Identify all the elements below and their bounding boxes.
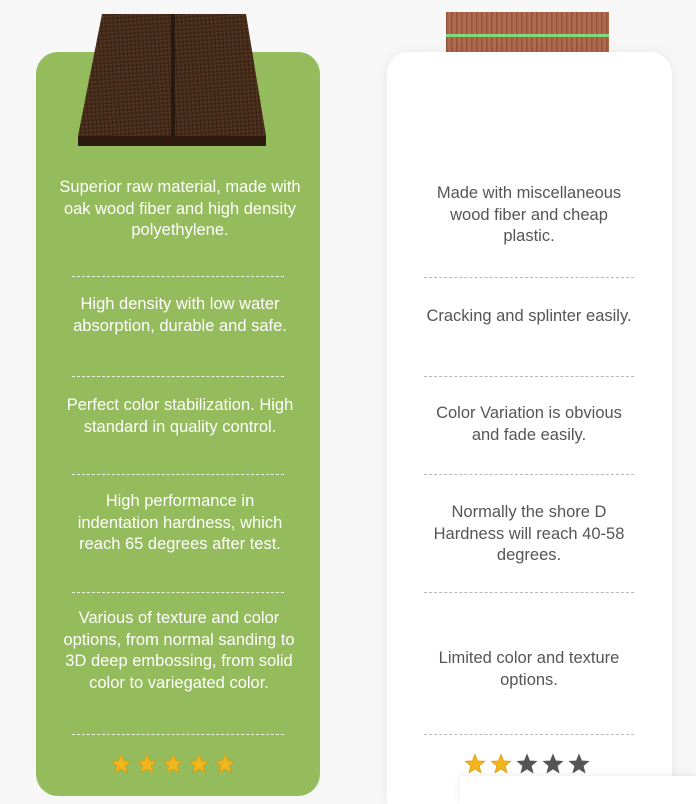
star-empty-icon	[542, 753, 564, 775]
ordinary-divider	[424, 734, 634, 735]
premium-feature-raw-material: Superior raw material, made with oak wood fiber and high density polyethylene.	[59, 178, 301, 239]
ordinary-divider	[424, 277, 634, 278]
premium-divider	[72, 734, 284, 735]
premium-feature-texture-options: Various of texture and color options, from normal sanding to 3D deep embossing, from solid color to variegated color.	[63, 609, 295, 692]
star-filled-icon	[110, 753, 132, 775]
premium-rating-stars	[110, 753, 236, 775]
premium-feature-color-stabilization: Perfect color stabilization. High standard in quality control.	[66, 396, 294, 436]
ordinary-feature-hardness: Normally the shore D Hardness will reach 40-58 degrees.	[433, 503, 625, 564]
star-empty-icon	[568, 753, 590, 775]
star-filled-icon	[214, 753, 236, 775]
ordinary-divider	[424, 376, 634, 377]
ordinary-feature-raw-material: Made with miscellaneous wood fiber and cheap plastic.	[436, 184, 622, 245]
ordinary-feature-cracking: Cracking and splinter easily.	[426, 307, 632, 325]
premium-divider	[72, 276, 284, 277]
premium-feature-hardness: High performance in indentation hardness, which reach 65 degrees after test.	[77, 492, 283, 553]
star-empty-icon	[516, 753, 538, 775]
star-filled-icon	[136, 753, 158, 775]
premium-divider	[72, 474, 284, 475]
star-filled-icon	[188, 753, 210, 775]
star-filled-icon	[490, 753, 512, 775]
star-filled-icon	[464, 753, 486, 775]
premium-divider	[72, 376, 284, 377]
floating-panel-corner	[460, 776, 696, 804]
premium-divider	[72, 592, 284, 593]
premium-feature-density: High density with low water absorption, durable and safe.	[73, 295, 287, 335]
star-filled-icon	[162, 753, 184, 775]
ordinary-rating-stars	[464, 753, 590, 775]
ordinary-feature-color-variation: Color Variation is obvious and fade easily.	[436, 404, 622, 444]
composite-decking-board-image	[76, 14, 266, 146]
ordinary-divider	[424, 474, 634, 475]
ordinary-divider	[424, 592, 634, 593]
ordinary-feature-texture-options: Limited color and texture options.	[438, 649, 620, 689]
